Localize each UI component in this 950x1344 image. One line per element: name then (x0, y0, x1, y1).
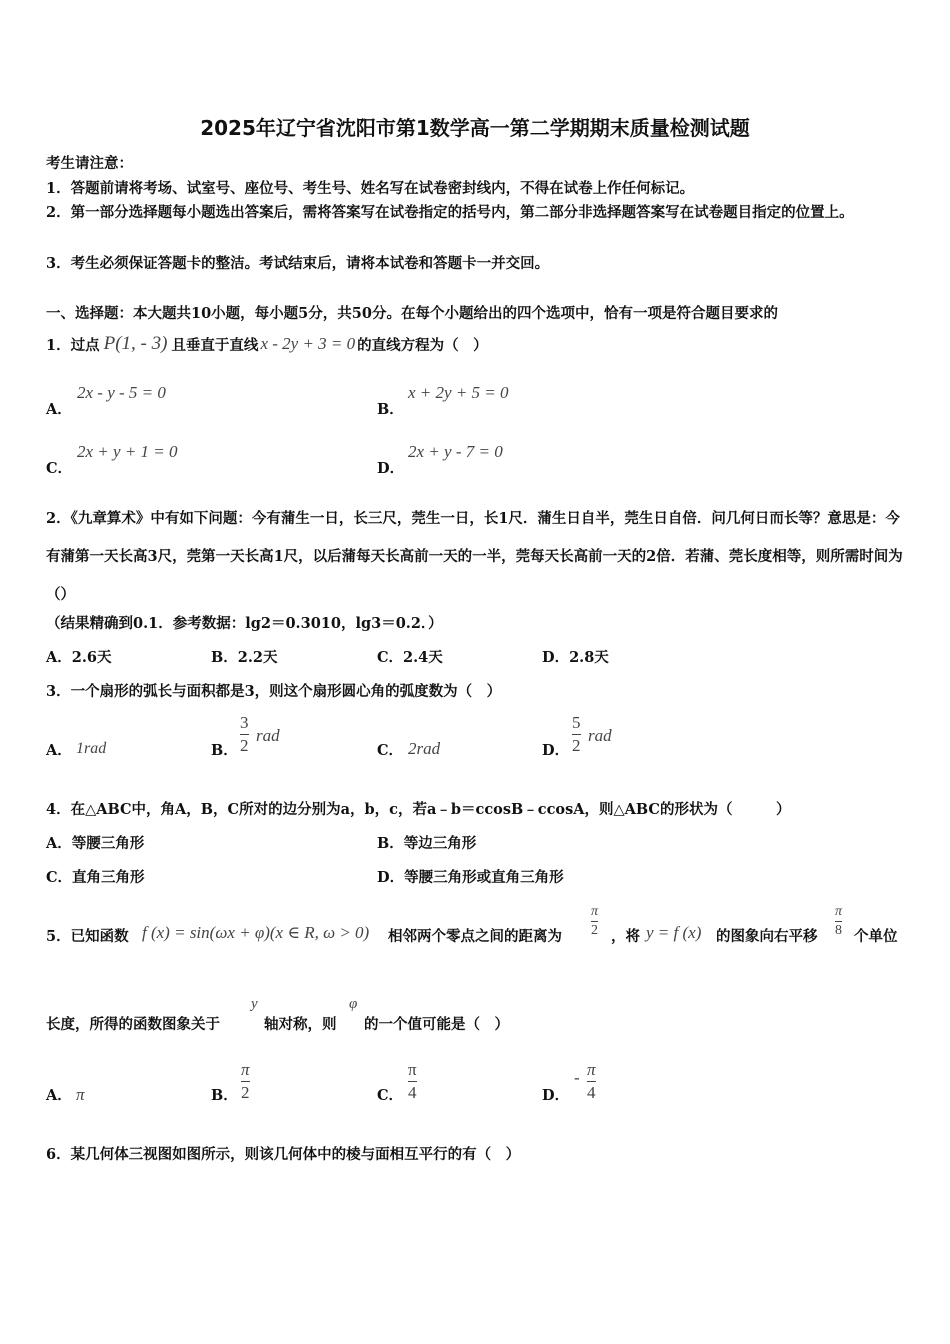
q3-option-b-numerator: 3 (240, 713, 249, 732)
fraction-bar (591, 921, 598, 922)
q4-option-c-label: C． (46, 869, 73, 886)
q2-option-d-label: D． (542, 649, 570, 666)
notice-item-2: 2．第一部分选择题每小题选出答案后，需将答案写在试卷指定的括号内，第二部分非选择题答案写在试卷题目指定的位置上。 (46, 204, 854, 221)
notice-item-1: 1．答题前请将考场、试室号、座位号、考生号、姓名写在试卷密封线内，不得在试卷上作任何标记。 (46, 180, 695, 197)
q3-option-b-unit: rad (256, 726, 280, 745)
q2-option-d[interactable] (542, 646, 609, 667)
q2-option-b[interactable] (211, 646, 278, 667)
question-4: 4．在△ABC中，角A，B，C所对的边分别为a，b，c，若a﹣b＝ccosB﹣ccosA，则△ABC的形状为（ ） (46, 801, 791, 818)
q3-option-b-denominator: 2 (240, 736, 249, 755)
q5-part7: 轴对称，则 (264, 1016, 337, 1033)
q5-option-c-label[interactable]: C． (377, 1087, 404, 1104)
q3-option-c-label[interactable]: C． (377, 742, 404, 759)
q3-option-b-fraction[interactable] (240, 713, 249, 756)
q1-option-c-label[interactable]: C． (46, 460, 73, 477)
q4-option-c[interactable] (46, 866, 145, 887)
q5-fraction-1 (591, 904, 598, 939)
q1-option-a[interactable]: 2x - y - 5 = 0 (77, 383, 166, 402)
q5-part4: 的图象向右平移 (716, 928, 818, 945)
fraction-bar (240, 734, 249, 735)
q5-part5: 个单位 (854, 928, 898, 945)
q5-option-d-label[interactable]: D． (542, 1087, 570, 1104)
fraction-bar (835, 921, 842, 922)
section-heading: 一、选择题：本大题共10小题，每小题5分，共50分。在每个小题给出的四个选项中，恰有一项是符合题目要求的 (46, 305, 778, 322)
q3-option-c[interactable]: 2rad (408, 739, 441, 758)
q5-phi: φ (349, 996, 358, 1012)
q5-option-b-denominator: 2 (241, 1083, 250, 1102)
question-6: 6．某几何体三视图如图所示，则该几何体中的棱与面相互平行的有（ ） (46, 1146, 521, 1163)
fraction-bar (572, 734, 581, 735)
q1-option-d[interactable]: 2x + y - 7 = 0 (408, 442, 503, 461)
q3-option-b-label[interactable]: B． (211, 742, 238, 759)
q5-frac2-num: π (835, 904, 843, 919)
q5-frac1-den: 2 (591, 923, 598, 938)
q3-option-d-unit: rad (588, 726, 612, 745)
q5-option-d-numerator: π (587, 1060, 596, 1079)
q2-option-b-label: B． (211, 649, 238, 666)
q1-prefix: 1．过点 (46, 336, 100, 354)
q2-option-d-value: 2.8天 (569, 649, 609, 666)
q4-option-d-label: D． (377, 869, 405, 886)
q1-suffix: 的直线方程为（ ） (357, 336, 488, 354)
q4-option-b-value: 等边三角形 (403, 835, 477, 852)
q3-option-a-label[interactable]: A． (46, 742, 72, 759)
q4-option-a-label: A． (46, 835, 72, 852)
q3-option-a[interactable]: 1rad (76, 740, 107, 757)
q5-option-b-fraction[interactable] (241, 1060, 250, 1103)
q4-option-a-value: 等腰三角形 (71, 835, 145, 852)
q5-option-d-fraction[interactable] (587, 1060, 596, 1103)
q5-option-a-label[interactable]: A． (46, 1087, 72, 1104)
q5-option-a[interactable]: π (76, 1085, 85, 1104)
question-3: 3．一个扇形的弧长与面积都是3，则这个扇形圆心角的弧度数为（ ） (46, 683, 502, 700)
q4-option-b[interactable] (377, 832, 476, 853)
q1-option-b[interactable]: x + 2y + 5 = 0 (408, 383, 509, 402)
q1-option-b-label[interactable]: B． (377, 401, 404, 418)
q1-point: P(1, - 3) (103, 333, 168, 354)
q5-frac2-den: 8 (835, 923, 842, 938)
q5-yfx: y = f (x) (646, 923, 702, 942)
q5-part3: ，将 (611, 928, 640, 945)
question-1 (46, 333, 488, 355)
fraction-bar (587, 1081, 596, 1082)
q5-option-c-fraction[interactable] (408, 1060, 417, 1103)
q5-part6: 长度，所得的函数图象关于 (46, 1016, 220, 1033)
page-title: 2025年辽宁省沈阳市第1数学高一第二学期期末质量检测试题 (200, 116, 750, 140)
q4-option-a[interactable] (46, 832, 144, 853)
q1-option-c[interactable]: 2x + y + 1 = 0 (77, 442, 178, 461)
q3-option-d-fraction[interactable] (572, 713, 581, 756)
fraction-bar (241, 1081, 250, 1082)
q4-option-b-label: B． (377, 835, 404, 852)
q5-y-variable: y (251, 996, 258, 1012)
notice-heading: 考生请注意： (46, 155, 133, 172)
question-2: 2．《九章算术》中有如下问题：今有蒲生一日，长三尺，莞生一日，长1尺．蒲生日自半，莞生日自倍．问几何日而长等？意思是：今有蒲第一天长高3尺，莞第一天长高1尺，以后蒲每天长高前一天的一半，莞每天长高前一天的2倍．若蒲、莞长度相等，则所需时间为（） (46, 510, 903, 603)
q5-option-d-denominator: 4 (587, 1083, 596, 1102)
q5-option-b-label[interactable]: B． (211, 1087, 238, 1104)
q1-option-d-label[interactable]: D． (377, 460, 405, 477)
q4-option-d[interactable] (377, 866, 564, 887)
q2-option-c[interactable] (377, 646, 443, 667)
q3-option-d-denominator: 2 (572, 736, 581, 755)
q3-option-d-label[interactable]: D． (542, 742, 570, 759)
q5-part8: 的一个值可能是（ ） (364, 1016, 509, 1033)
q5-option-c-numerator: π (408, 1060, 417, 1079)
q5-function: f (x) = sin(ωx + φ)(x ∈ R, ω > 0) (142, 923, 370, 942)
q2-note: （结果精确到0.1．参考数据：lg2＝0.3010，lg3＝0.2．） (46, 615, 443, 632)
q5-option-d-sign: - (574, 1068, 580, 1087)
q2-option-a[interactable] (46, 646, 112, 667)
q4-option-c-value: 直角三角形 (72, 869, 145, 886)
q4-option-d-value: 等腰三角形或直角三角形 (404, 869, 564, 886)
q5-frac1-num: π (591, 904, 599, 919)
q5-part2: 相邻两个零点之间的距离为 (388, 928, 562, 945)
q2-option-b-value: 2.2天 (237, 649, 278, 666)
q2-option-c-value: 2.4天 (403, 649, 443, 666)
q5-part1: 5．已知函数 (46, 928, 129, 945)
q1-option-a-label[interactable]: A． (46, 401, 72, 418)
notice-item-3: 3．考生必须保证答题卡的整洁。考试结束后，请将本试卷和答题卡一并交回。 (46, 255, 550, 272)
q2-option-a-value: 2.6天 (71, 649, 112, 666)
q2-option-a-label: A． (46, 649, 72, 666)
q2-option-c-label: C． (377, 649, 404, 666)
fraction-bar (408, 1081, 417, 1082)
q3-option-d-numerator: 5 (572, 713, 581, 732)
q1-line-equation: x - 2y + 3 = 0 (260, 334, 356, 353)
q1-mid: 且垂直于直线 (171, 336, 259, 354)
q5-fraction-2 (835, 904, 842, 939)
q5-option-c-denominator: 4 (408, 1083, 417, 1102)
q5-option-b-numerator: π (241, 1060, 250, 1079)
